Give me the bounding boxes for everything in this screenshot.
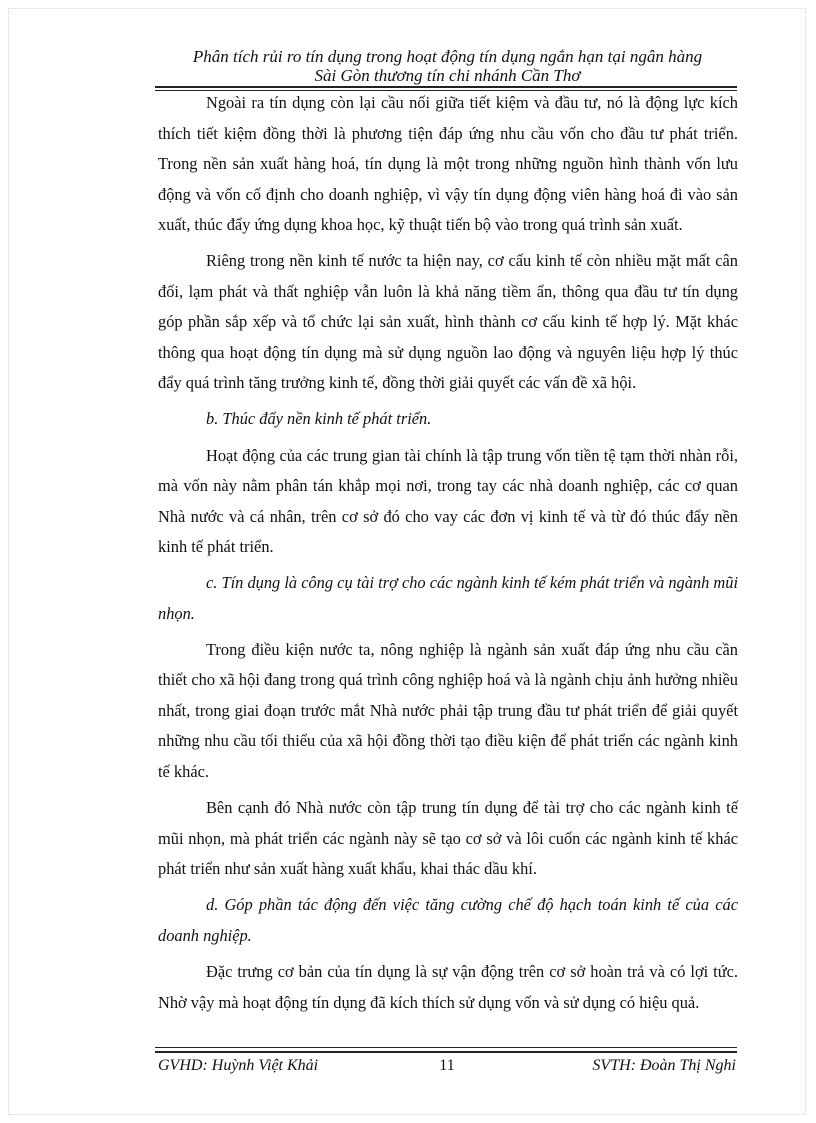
footer-rule [155, 1051, 737, 1053]
header-line-2: Sài Gòn thương tín chi nhánh Cần Thơ [314, 66, 581, 85]
footer-student: SVTH: Đoàn Thị Nghi [592, 1057, 736, 1074]
paragraph: Đặc trưng cơ bản của tín dụng là sự vận động trên cơ sở hoàn trả và có lợi tức. Nhờ vậy mà hoạt động tín dụng đã kích thích sử dụng vốn và sử dụng có hiệu quả. [158, 962, 738, 1012]
page-body [158, 88, 738, 1024]
subheading-c: c. Tín dụng là công cụ tài trợ cho các ngành kinh tế kém phát triển và ngành mũi nhọn. [158, 573, 738, 623]
header-line-1: Phân tích rủi ro tín dụng trong hoạt động tín dụng ngắn hạn tại ngân hàng [192, 47, 703, 66]
paragraph: Riêng trong nền kinh tế nước ta hiện nay, cơ cấu kinh tế còn nhiều mặt mất cân đối, lạm phát và thất nghiệp vẫn luôn là khả năng tiềm ẩn, thông qua đầu tư tín dụng góp phần sắp xếp và tổ chức lại sản xuất, hình thành cơ cấu kinh tế hợp lý. Mặt khác thông qua hoạt động tín dụng mà sử dụng nguồn lao động và nguyên liệu hợp lý thúc đẩy quá trình tăng trưởng kinh tế, đồng thời giải quyết các vấn đề xã hội. [158, 251, 738, 393]
footer-rule-thin [155, 1047, 737, 1048]
running-header [160, 47, 735, 85]
paragraph: Trong điều kiện nước ta, nông nghiệp là ngành sản xuất đáp ứng nhu cầu cần thiết cho xã hội đang trong quá trình công nghiệp hoá và là ngành chịu ảnh hưởng nhiều nhất, trong giai đoạn trước mắt Nhà nước phải tập trung đầu tư phát triển để giải quyết những nhu cầu tối thiểu của xã hội đồng thời tạo điều kiện để phát triển các ngành kinh tế khác. [158, 639, 738, 781]
paragraph: Ngoài ra tín dụng còn lại cầu nối giữa tiết kiệm và đầu tư, nó là động lực kích thích tiết kiệm đồng thời là phương tiện đáp ứng nhu cầu vốn cho đầu tư phát triển. Trong nền sản xuất hàng hoá, tín dụng là một trong những nguồn hình thành vốn lưu động và vốn cố định cho doanh nghiệp, vì vậy tín dụng động viên hàng hoá đi vào sản xuất, thúc đẩy ứng dụng khoa học, kỹ thuật tiến bộ vào trong quá trình sản xuất. [158, 93, 738, 234]
running-footer [158, 1056, 736, 1078]
paragraph: Hoạt động của các trung gian tài chính là tập trung vốn tiền tệ tạm thời nhàn rỗi, mà vốn này nằm phân tán khắp mọi nơi, trong tay các nhà doanh nghiệp, các cơ quan Nhà nước và cá nhân, trên cơ sở đó cho vay các đơn vị kinh tế và từ đó thúc đẩy nền kinh tế phát triển. [158, 445, 738, 557]
page-number: 11 [439, 1057, 455, 1074]
footer-advisor: GVHD: Huỳnh Việt Khải [158, 1057, 319, 1074]
subheading-d: d. Góp phần tác động đến việc tăng cường chế độ hạch toán kinh tế của các doanh nghiệp. [158, 895, 738, 945]
subheading-b: b. Thúc đẩy nền kinh tế phát triển. [206, 409, 432, 429]
paragraph: Bên cạnh đó Nhà nước còn tập trung tín dụng để tài trợ cho các ngành kinh tế mũi nhọn, mà phát triển các ngành này sẽ tạo cơ sở và lôi cuốn các ngành kinh tế khác phát triển như sản xuất hàng xuất khẩu, khai thác dầu khí. [158, 798, 738, 879]
